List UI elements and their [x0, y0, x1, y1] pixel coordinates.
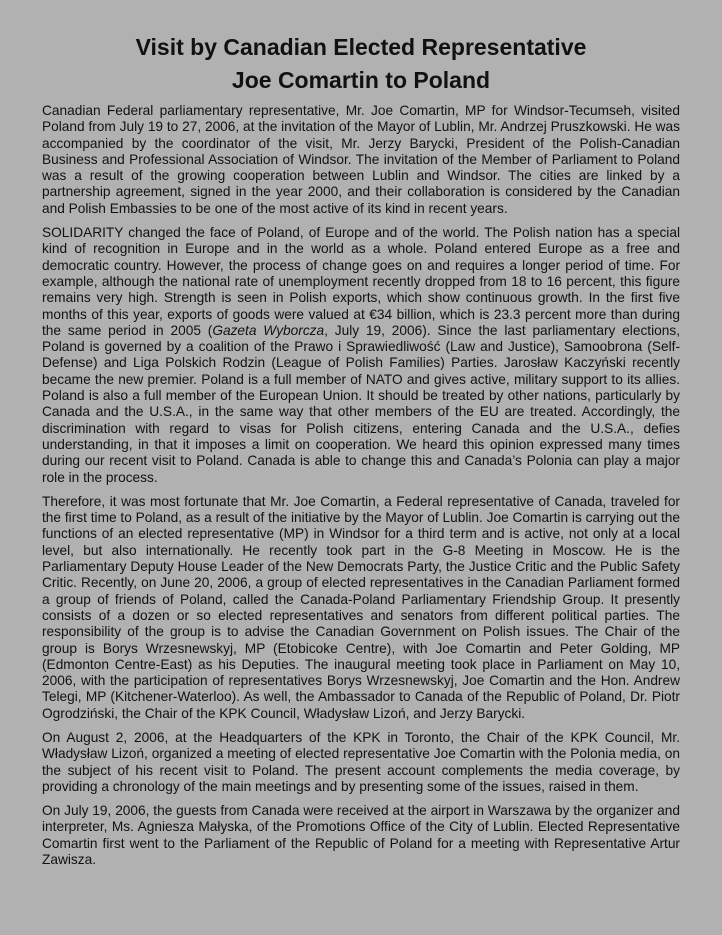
- title-line-2: Joe Comartin to Poland: [231, 67, 491, 93]
- paragraph-solidarity: [42, 225, 680, 486]
- paragraph-solidarity-part-a: SOLIDARITY changed the face of Poland, of Europe and of the world. The Polish nation has a special kind of recognition in Europe and in the world as a whole. Poland entered Europe as a free and democratic country. However, the process of change goes on and requires a longer period of time. For example, although the national rate of unemployment recently dropped from 18 to 16 percent, this figure remains very high. Strength is seen in Polish exports, which show continuous growth. In the first five months of this year, exports of goods were valued at €34 billion, which is 23.3 percent more than during the same period in 2005 (: [42, 225, 680, 338]
- paragraph-solidarity-part-b: , July 19, 2006). Since the last parliamentary elections, Poland is governed by a coalition of the Prawo i Sprawiedliwość (Law and Justice), Samoobrona (Self-Defense) and Liga Polskich Rodzin (League of Polish Families) Parties. Jarosław Kaczyński recently became the new premier. Poland is a full member of NATO and gives active, military support to its allies. Poland is also a full member of the European Union. It should be treated by other nations, particularly by Canada and the U.S.A., in the same way that other members of the EU are treated. Accordingly, the discrimination with regard to visas for Polish citizens, entering Canada and the U.S.A., defies understanding, in that it imposes a limit on cooperation. We heard this opinion expressed many times during our recent visit to Poland. Canada is able to change this and Canada’s Polonia can play a major role in the process.: [42, 322, 681, 485]
- paragraph-arrival: On July 19, 2006, the guests from Canada were received at the airport in Warszawa by the organizer and interpreter, Ms. Agniesza Małyska, of the Promotions Office of the City of Lublin. Elected Representative Comartin first went to the Parliament of the Republic of Poland for a meeting with Representative Artur Zawisza.: [42, 803, 680, 868]
- title-line-1: Visit by Canadian Elected Representative: [135, 34, 587, 60]
- paragraph-kpk-meeting: On August 2, 2006, at the Headquarters of the KPK in Toronto, the Chair of the KPK Council, Mr. Władysław Lizoń, organized a meeting of elected representative Joe Comartin with the Polonia media, on the subject of his recent visit to Poland. The present account complements the media coverage, by providing a chronology of the main meetings and by presenting some of the issues, raised in them.: [42, 729, 680, 794]
- paragraph-intro: Canadian Federal parliamentary representative, Mr. Joe Comartin, MP for Windsor-Tecumseh, visited Poland from July 19 to 27, 2006, at the invitation of the Mayor of Lublin, Mr. Andrzej Pruszkowski. He was accompanied by the coordinator of the visit, Mr. Jerzy Barycki, President of the Polish-Canadian Business and Professional Association of Windsor. The invitation of the Member of Parliament to Poland was a result of the growing cooperation between Lublin and Windsor. The cities are linked by a partnership agreement, signed in the year 2000, and their collaboration is considered by the Canadian and Polish Embassies to be one of the most active of its kind in recent years.: [42, 103, 680, 216]
- paragraph-comartin: Therefore, it was most fortunate that Mr. Joe Comartin, a Federal representative of Canada, traveled for the first time to Poland, as a result of the initiative by the Mayor of Lublin. Joe Comartin is carrying out the functions of an elected representative (MP) in Windsor for a third term and is active, not only at a local level, but also internationally. He recently took part in the G-8 Meeting in Moscow. He is the Parliamentary Deputy House Leader of the New Democrats Party, the Justice Critic and the Public Safety Critic. Recently, on June 20, 2006, a group of elected representatives in the Canadian Parliament formed a group of friends of Poland, called the Canada-Poland Parliamentary Friendship Group. It presently consists of a dozen or so elected representatives and senators from different political parties. The responsibility of the group is to advise the Canadian Government on Polish issues. The Chair of the group is Borys Wrzesnewskyj, MP (Etobicoke Centre), with Joe Comartin and Peter Golding, MP (Edmonton Centre-East) as his Deputies. The inaugural meeting took place in Parliament on May 10, 2006, with the participation of representatives Borys Wrzesnewskyj, Joe Comartin and the Hon. Andrew Telegi, MP (Kitchener-Waterloo). As well, the Ambassador to Canada of the Republic of Poland, Dr. Piotr Ogrodziński, the Chair of the KPK Council, Władysław Lizoń, and Jerzy Barycki.: [42, 493, 680, 721]
- article-body: [42, 103, 680, 868]
- source-citation: Gazeta Wyborcza: [212, 322, 325, 338]
- article-title: [42, 31, 680, 97]
